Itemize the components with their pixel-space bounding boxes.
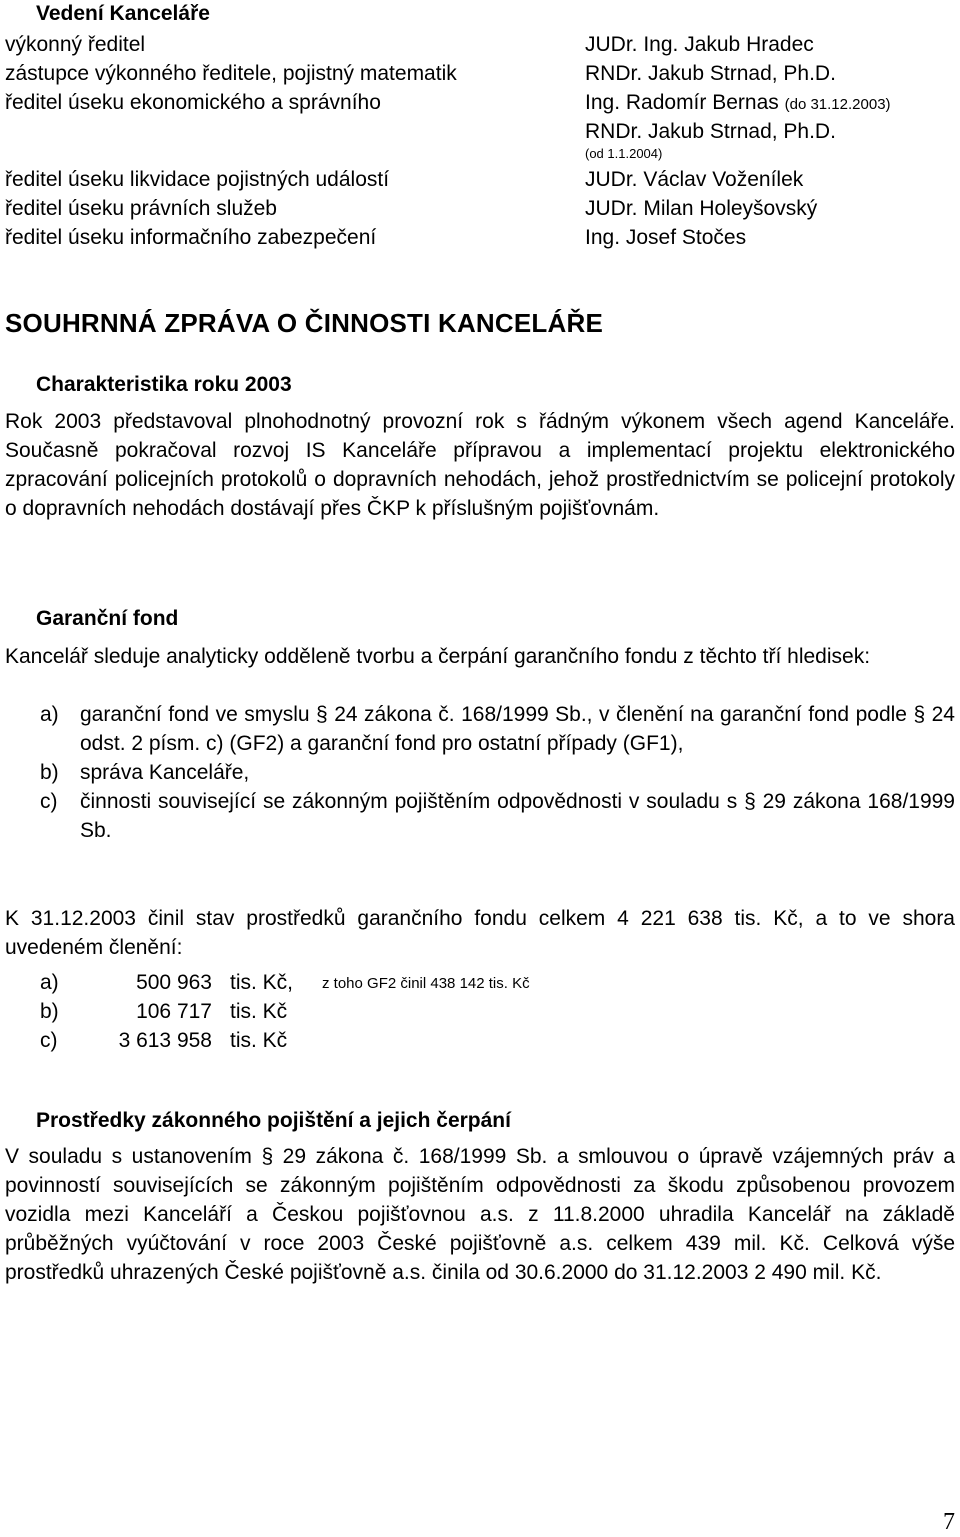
list-item [5,787,955,845]
management-row [5,225,955,251]
person-name: RNDr. Jakub Strnad, Ph.D. [585,120,836,143]
list-label: a) [40,703,59,726]
management-row [5,32,955,58]
role: ředitel úseku ekonomického a správního [5,91,381,114]
characteristic-paragraph: Rok 2003 představoval plnohodnotný provozní rok s řádným výkonem všech agend Kanceláře. Současně pokračoval rozvoj IS Kanceláře přípravou a implementací projektu elektronického zpracování policejních protokolů o dopravních nehodách, jehož prostřednictvím se policejní protokoly o dopravních nehodách dostávají přes ČKP k příslušným pojišťovnám. [5,410,955,520]
total-unit: tis. Kč, [230,971,294,994]
list-text: garanční fond ve smyslu § 24 zákona č. 168/1999 Sb., v členění na garanční fond podle § 24 odst. 2 písm. c) (GF2) a garanční fond pro ostatní případy (GF1), [80,703,955,755]
role: ředitel úseku likvidace pojistných událostí [5,168,390,191]
term-note: (do 31.12.2003) [784,96,891,113]
list-label: b) [40,761,59,784]
fund-state-paragraph: K 31.12.2003 činil stav prostředků garančního fondu celkem 4 221 638 tis. Kč, a to ve shora uvedeném členění: [5,907,955,959]
role: ředitel úseku právních služeb [5,197,277,220]
role: ředitel úseku informačního zabezpečení [5,226,377,249]
total-label: c) [40,1029,58,1052]
management-title: Vedení Kanceláře [36,2,210,25]
person-name: JUDr. Milan Holeyšovský [585,197,818,220]
guarantee-list [5,700,955,845]
section-heading: Garanční fond [36,607,179,630]
role: výkonný ředitel [5,33,146,56]
total-label: b) [40,1000,59,1023]
person-name-with-note [585,90,891,118]
total-amount: 500 963 [136,971,212,994]
page-number: 7 [943,1509,955,1535]
total-note: z toho GF2 činil 438 142 tis. Kč [322,975,530,992]
person-name: Ing. Josef Stočes [585,226,747,249]
total-amount: 106 717 [136,1000,212,1023]
list-item [5,700,955,758]
management-row [5,61,955,87]
list-label: c) [40,790,58,813]
total-unit: tis. Kč [230,1000,288,1023]
total-amount: 3 613 958 [118,1029,212,1052]
term-note: (od 1.1.2004) [585,146,663,161]
section-heading: Charakteristika roku 2003 [36,373,292,396]
guarantee-intro: Kancelář sleduje analyticky odděleně tvorbu a čerpání garančního fondu z těchto tří hledisek: [5,645,871,668]
list-text: činnosti související se zákonným pojištěním odpovědnosti v souladu s § 29 zákona 168/1999 Sb. [80,790,955,842]
total-label: a) [40,971,59,994]
report-title: SOUHRNNÁ ZPRÁVA O ČINNOSTI KANCELÁŘE [5,308,603,338]
person-name: JUDr. Ing. Jakub Hradec [585,33,814,56]
management-row [5,90,955,116]
section-heading: Prostředky zákonného pojištění a jejich čerpání [36,1109,511,1132]
person-name: RNDr. Jakub Strnad, Ph.D. [585,62,836,85]
management-row [5,167,955,193]
management-row [5,196,955,222]
total-unit: tis. Kč [230,1029,288,1052]
list-item [5,758,955,787]
management-row [5,119,955,145]
person-name: Ing. Radomír Bernas [585,91,779,114]
person-name: JUDr. Václav Voženílek [585,168,804,191]
role: zástupce výkonného ředitele, pojistný matematik [5,62,457,85]
list-text: správa Kanceláře, [80,761,250,784]
legal-insurance-paragraph: V souladu s ustanovením § 29 zákona č. 168/1999 Sb. a smlouvou o úpravě vzájemných práv a povinností souvisejících se zákonným pojištěním odpovědnosti za škodu způsobenou provozem vozidla mezi Kanceláří a Českou pojišťovnou a.s. z 11.8.2000 uhradila Kancelář na základě průběžných vyúčtování v roce 2003 České pojišťovně a.s. celkem 439 mil. Kč. Celková výše prostředků uhrazených České pojišťovně a.s. činila od 30.6.2000 do 31.12.2003 2 490 mil. Kč. [5,1145,955,1284]
